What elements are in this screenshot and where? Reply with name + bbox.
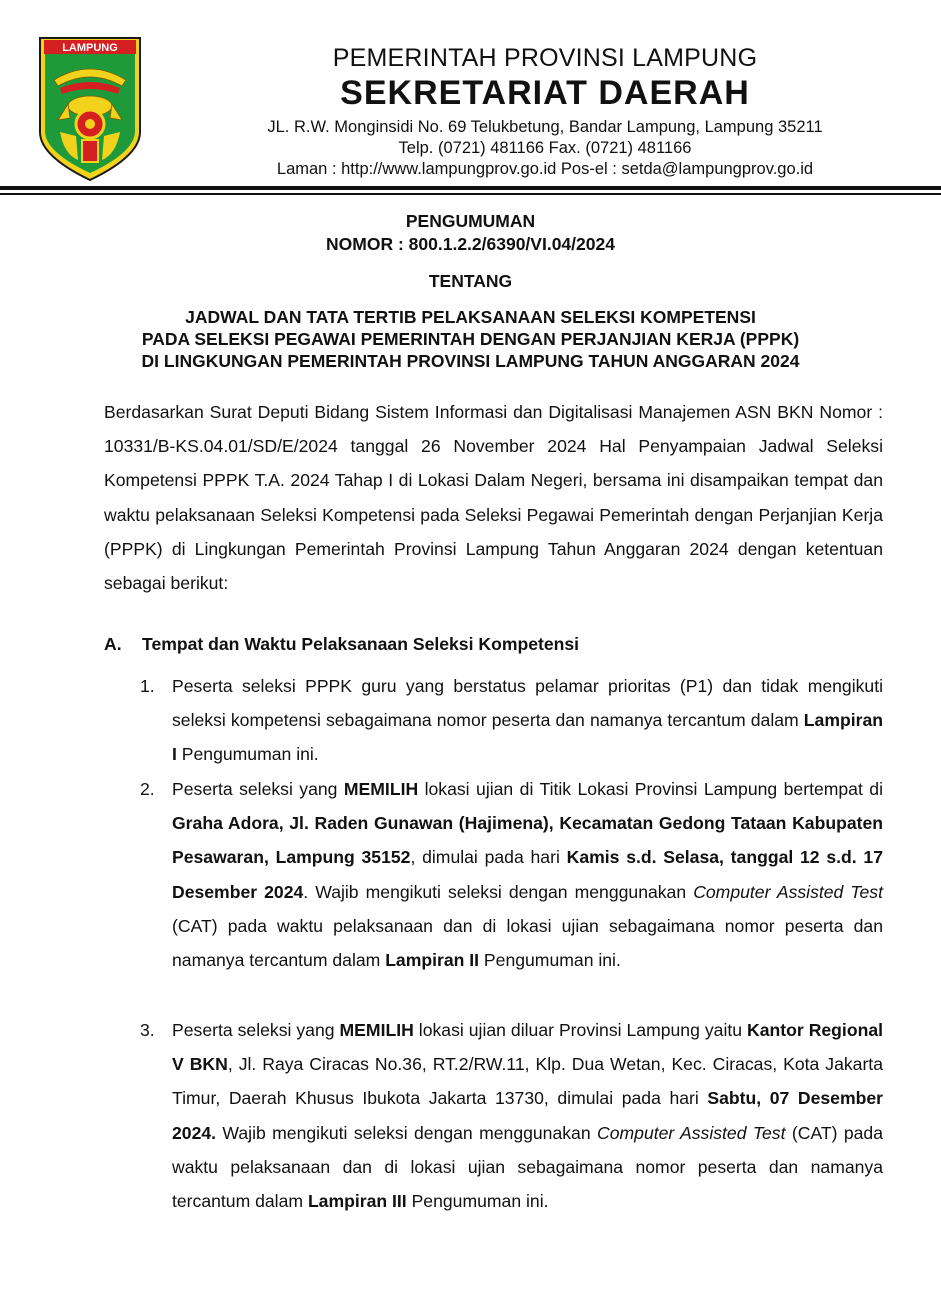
government-name: PEMERINTAH PROVINSI LAMPUNG: [332, 44, 758, 72]
section-a-heading: [104, 634, 579, 655]
list-item: [140, 772, 883, 977]
lampung-emblem-icon: [38, 36, 142, 182]
list-item-text: Peserta seleksi yang MEMILIH lokasi ujian diluar Provinsi Lampung yaitu Kantor Regional V BKN, Jl. Raya Ciracas No.36, RT.2/RW.11, Klp. Dua Wetan, Kec. Ciracas, Kota Jakarta Timur, Daerah Khusus Ibukota Jakarta 13730, dimulai pada hari Sabtu, 07 Desember 2024. Wajib mengikuti seleksi dengan menggunakan Computer Assisted Test (CAT) pada waktu pelaksanaan dan di lokasi ujian sebagaimana nomor peserta dan namanya tercantum dalam Lampiran III Pengumuman ini.: [172, 1020, 884, 1212]
subject-line: JADWAL DAN TATA TERTIB PELAKSANAAN SELEKSI KOMPETENSI: [185, 307, 756, 327]
document-subject: [0, 306, 941, 372]
letterhead-divider-thin: [0, 193, 941, 195]
office-address: JL. R.W. Monginsidi No. 69 Telukbetung, Bandar Lampung, Lampung 35211: [267, 118, 823, 136]
list-item-number: 1.: [140, 676, 155, 696]
subject-line: PADA SELEKSI PEGAWAI PEMERINTAH DENGAN PERJANJIAN KERJA (PPPK): [141, 329, 800, 349]
document-tentang: TENTANG: [428, 271, 513, 291]
list-item-number: 2.: [140, 779, 155, 799]
list-item-text: Peserta seleksi PPPK guru yang berstatus pelamar prioritas (P1) dan tidak mengikuti seleksi kompetensi sebagaimana nomor peserta dan namanya tercantum dalam Lampiran I Pengumuman ini.: [172, 676, 883, 765]
document-title: PENGUMUMAN: [405, 211, 536, 231]
intro-paragraph: Berdasarkan Surat Deputi Bidang Sistem Informasi dan Digitalisasi Manajemen ASN BKN Nomor : 10331/B-KS.04.01/SD/E/2024 tanggal 26 November 2024 Hal Penyampaian Jadwal Seleksi Kompetensi PPPK T.A. 2024 Tahap I di Lokasi Dalam Negeri, bersama ini disampaikan tempat dan waktu pelaksanaan Seleksi Kompetensi pada Seleksi Pegawai Pemerintah dengan Perjanjian Kerja (PPPK) di Lingkungan Pemerintah Provinsi Lampung Tahun Anggaran 2024 dengan ketentuan sebagai berikut:: [104, 402, 883, 594]
list-item-text: Peserta seleksi yang MEMILIH lokasi ujian di Titik Lokasi Provinsi Lampung bertempat di Graha Adora, Jl. Raden Gunawan (Hajimena), Kecamatan Gedong Tataan Kabupaten Pesawaran, Lampung 35152, dimulai pada hari Kamis s.d. Selasa, tanggal 12 s.d. 17 Desember 2024. Wajib mengikuti seleksi dengan menggunakan Computer Assisted Test (CAT) pada waktu pelaksanaan dan di lokasi ujian sebagaimana nomor peserta dan namanya tercantum dalam Lampiran II Pengumuman ini.: [172, 779, 883, 971]
list-item-number: 3.: [140, 1020, 155, 1040]
section-title: Tempat dan Waktu Pelaksanaan Seleksi Kompetensi: [142, 634, 580, 654]
section-letter: A.: [104, 634, 122, 654]
emblem-label: LAMPUNG: [62, 42, 118, 54]
subject-line: DI LINGKUNGAN PEMERINTAH PROVINSI LAMPUNG TAHUN ANGGARAN 2024: [141, 351, 800, 371]
document-number: NOMOR : 800.1.2.2/6390/VI.04/2024: [326, 234, 615, 254]
office-name: SEKRETARIAT DAERAH: [340, 74, 750, 112]
letterhead-divider-thick: [0, 186, 941, 190]
office-website-email: Laman : http://www.lampungprov.go.id Pos-el : setda@lampungprov.go.id: [276, 160, 814, 178]
list-item: [140, 669, 883, 772]
office-phone: Telp. (0721) 481166 Fax. (0721) 481166: [398, 139, 692, 157]
list-item: [140, 1013, 883, 1218]
